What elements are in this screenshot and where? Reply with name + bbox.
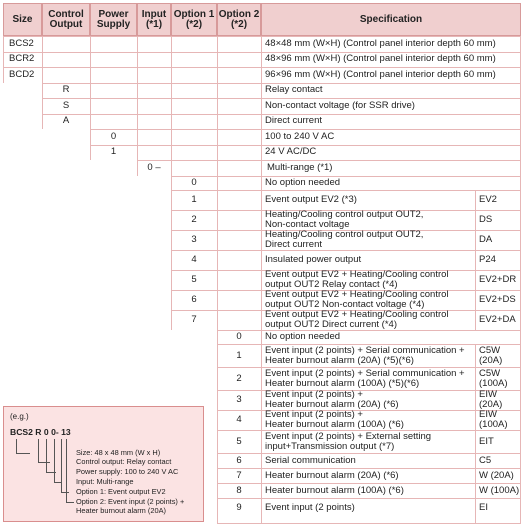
row-model-code: EI — [479, 502, 488, 513]
row-code: 5 — [236, 435, 242, 447]
grid-line — [171, 36, 172, 330]
row-model-code: W (20A) — [479, 469, 514, 481]
example-box — [3, 406, 204, 522]
row-model-code — [479, 330, 521, 344]
row-code: 0 — [236, 331, 242, 342]
grid-line — [475, 344, 476, 523]
row-model-code: DS — [479, 214, 493, 225]
row-code: 1 — [191, 194, 197, 205]
row-spec: Insulated power output — [265, 254, 362, 265]
row-model-code: EV2+DA — [479, 314, 516, 325]
header-power-supply: Power Supply — [90, 3, 137, 36]
row-model-code: C5 — [479, 454, 492, 466]
row-spec: Heating/Cooling control output OUT2, Non-contact voltage — [265, 209, 424, 230]
row-spec: 100 to 240 V AC — [265, 130, 335, 142]
row-spec: Event output EV2 (*3) — [265, 194, 357, 205]
row-code: BCR2 — [9, 53, 35, 65]
row-model-code: EV2+DR — [479, 274, 517, 285]
row-code: 3 — [236, 394, 242, 405]
row-model-code: DA — [479, 234, 493, 245]
grid-line — [217, 36, 218, 523]
row-spec: Heater burnout alarm (100A) (*6) — [265, 484, 404, 496]
row-spec: Event input (2 points) + Serial communication + Heater burnout alarm (100A) (*5)(*6) — [265, 367, 465, 389]
row-code: 2 — [191, 214, 197, 225]
row-code: R — [62, 84, 70, 96]
row-model-code: EV2 — [479, 194, 497, 205]
row-code: 1 — [236, 349, 242, 361]
header-specification: Specification — [261, 3, 521, 36]
row-model-code: EV2+DS — [479, 294, 516, 305]
grid-line — [475, 190, 476, 330]
row-code: 7 — [236, 469, 242, 481]
grid-line — [3, 36, 4, 83]
grid-line — [217, 523, 521, 524]
grid-line — [520, 36, 521, 523]
header-option1: Option 1 (*2) — [171, 3, 217, 36]
example-line-size: Size: 48 x 48 mm (W x H) — [76, 448, 161, 457]
row-model-code: EIW (100A) — [479, 409, 508, 430]
row-spec: No option needed — [265, 176, 341, 188]
row-spec: Event input (2 points) + Serial communication + Heater burnout alarm (20A) (*5)(*6) — [265, 344, 465, 366]
row-code: 9 — [236, 502, 242, 513]
row-code: 7 — [191, 314, 197, 325]
example-line-power: Power supply: 100 to 240 V AC — [76, 467, 179, 476]
header-input: Input (*1) — [137, 3, 171, 36]
example-title: (e.g.) — [10, 412, 29, 421]
row-code: 6 — [191, 294, 197, 305]
row-model-code: C5W (20A) — [479, 344, 503, 366]
row-code: 1 — [110, 146, 117, 158]
row-spec: Event input (2 points) + Heater burnout alarm (20A) (*6) — [265, 389, 399, 410]
row-code: 6 — [236, 454, 242, 466]
row-spec: Direct current — [265, 115, 323, 127]
row-spec: No option needed — [265, 331, 341, 342]
example-line-option1: Option 1: Event output EV2 — [76, 487, 166, 496]
row-model-code — [479, 176, 521, 191]
row-model-code: EIT — [479, 435, 494, 447]
header-option2: Option 2 (*2) — [217, 3, 261, 36]
row-model-code: P24 — [479, 254, 496, 265]
row-code: 2 — [236, 372, 242, 384]
row-model-code: C5W (100A) — [479, 367, 508, 389]
row-spec: Heating/Cooling control output OUT2, Direct current — [265, 229, 424, 250]
row-code: BCS2 — [9, 37, 34, 49]
row-model-code: W (100A) — [479, 484, 520, 496]
row-code: A — [62, 115, 70, 127]
row-spec: Event output EV2 + Heating/Cooling control output OUT2 Relay contact (*4) — [265, 269, 449, 290]
row-spec: 24 V AC/DC — [265, 146, 317, 158]
row-spec: Event input (2 points) + Heater burnout alarm (100A) (*6) — [265, 409, 404, 430]
row-spec: Event output EV2 + Heating/Cooling control output OUT2 Non-contact voltage (*4) — [265, 289, 449, 310]
row-spec: Event input (2 points) + External setting input+Transmission output (*7) — [265, 430, 432, 452]
row-model-code: EIW (20A) — [479, 389, 503, 410]
row-code: 3 — [191, 234, 197, 245]
row-code: 4 — [236, 414, 242, 425]
row-spec: Multi-range (*1) — [267, 161, 333, 173]
header-control-output: Control Output — [42, 3, 90, 36]
row-spec: Non-contact voltage (for SSR drive) — [265, 99, 415, 111]
grid-line — [90, 36, 91, 160]
row-code: 8 — [236, 484, 242, 496]
row-code: 5 — [191, 274, 197, 285]
row-spec: Relay contact — [265, 84, 323, 96]
row-code: 0 – — [147, 161, 161, 173]
header-size: Size — [3, 3, 42, 36]
example-line-control: Control output: Relay contact — [76, 457, 172, 466]
row-spec: Heater burnout alarm (20A) (*6) — [265, 469, 399, 481]
row-spec: 48×96 mm (W×H) (Control panel interior depth 60 mm) — [265, 53, 496, 65]
example-line-input: Input: Multi-range — [76, 477, 134, 486]
example-line-option2: Option 2: Event input (2 points) + Heater burnout alarm (20A) — [76, 497, 185, 515]
row-code: S — [62, 99, 70, 111]
row-spec: Event input (2 points) — [265, 502, 355, 513]
row-code: 4 — [191, 254, 197, 265]
row-spec: Serial communication — [265, 454, 356, 466]
grid-line — [42, 36, 43, 129]
row-code: 0 — [110, 130, 117, 142]
row-spec: 48×48 mm (W×H) (Control panel interior depth 60 mm) — [265, 37, 496, 49]
row-spec: Event output EV2 + Heating/Cooling control output OUT2 Direct current (*4) — [265, 309, 449, 330]
grid-line — [261, 36, 262, 523]
row-code: 0 — [191, 176, 197, 188]
example-code: BCS2 R 0 0- 13 — [10, 427, 71, 437]
grid-line — [137, 36, 138, 176]
row-spec: 96×96 mm (W×H) (Control panel interior depth 60 mm) — [265, 68, 496, 80]
row-code: BCD2 — [9, 68, 35, 80]
